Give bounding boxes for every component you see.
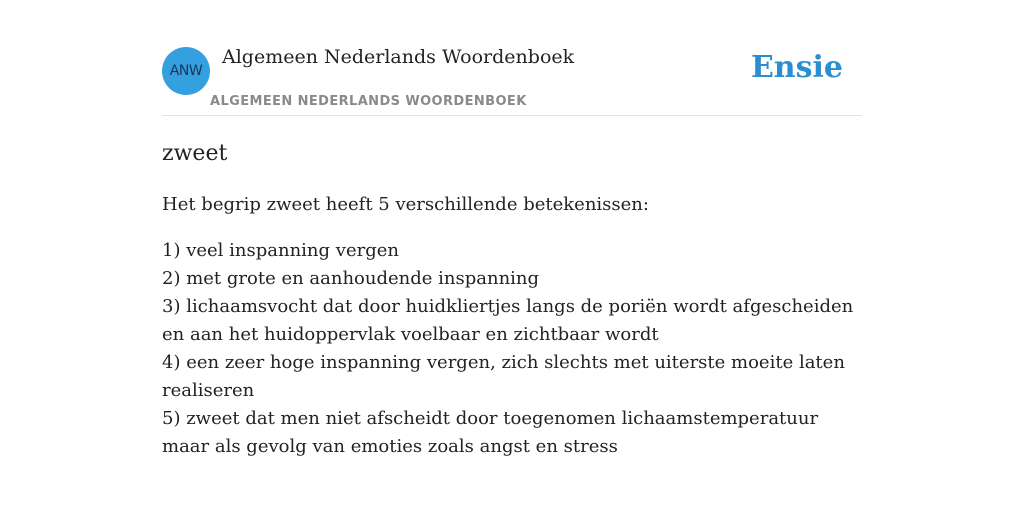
brand-logo[interactable]: Ensie — [750, 50, 843, 85]
source-logo[interactable]: ANW — [162, 47, 210, 95]
meanings-list — [162, 237, 862, 461]
meaning-item: 3) lichaamsvocht dat door huidkliertjes langs de poriën wordt afgescheiden en aan het huidoppervlak voelbaar en zichtbaar wordt — [162, 296, 854, 345]
meaning-item: 4) een zeer hoge inspanning vergen, zich slechts met uiterste moeite laten realiseren — [162, 352, 845, 401]
source-title-link[interactable]: Algemeen Nederlands Woordenboek — [222, 46, 575, 68]
entry-word: zweet — [162, 141, 228, 166]
entry-intro: Het begrip zweet heeft 5 verschillende betekenissen: — [162, 194, 649, 215]
header — [162, 44, 862, 116]
meaning-item: 1) veel inspanning vergen — [162, 240, 399, 261]
meaning-item: 5) zweet dat men niet afscheidt door toegenomen lichaamstemperatuur maar als gevolg van emoties zoals angst en stress — [162, 408, 819, 457]
entry-content — [162, 136, 862, 461]
meaning-item: 2) met grote en aanhoudende inspanning — [162, 268, 540, 289]
source-subtitle: ALGEMEEN NEDERLANDS WOORDENBOEK — [210, 94, 527, 109]
